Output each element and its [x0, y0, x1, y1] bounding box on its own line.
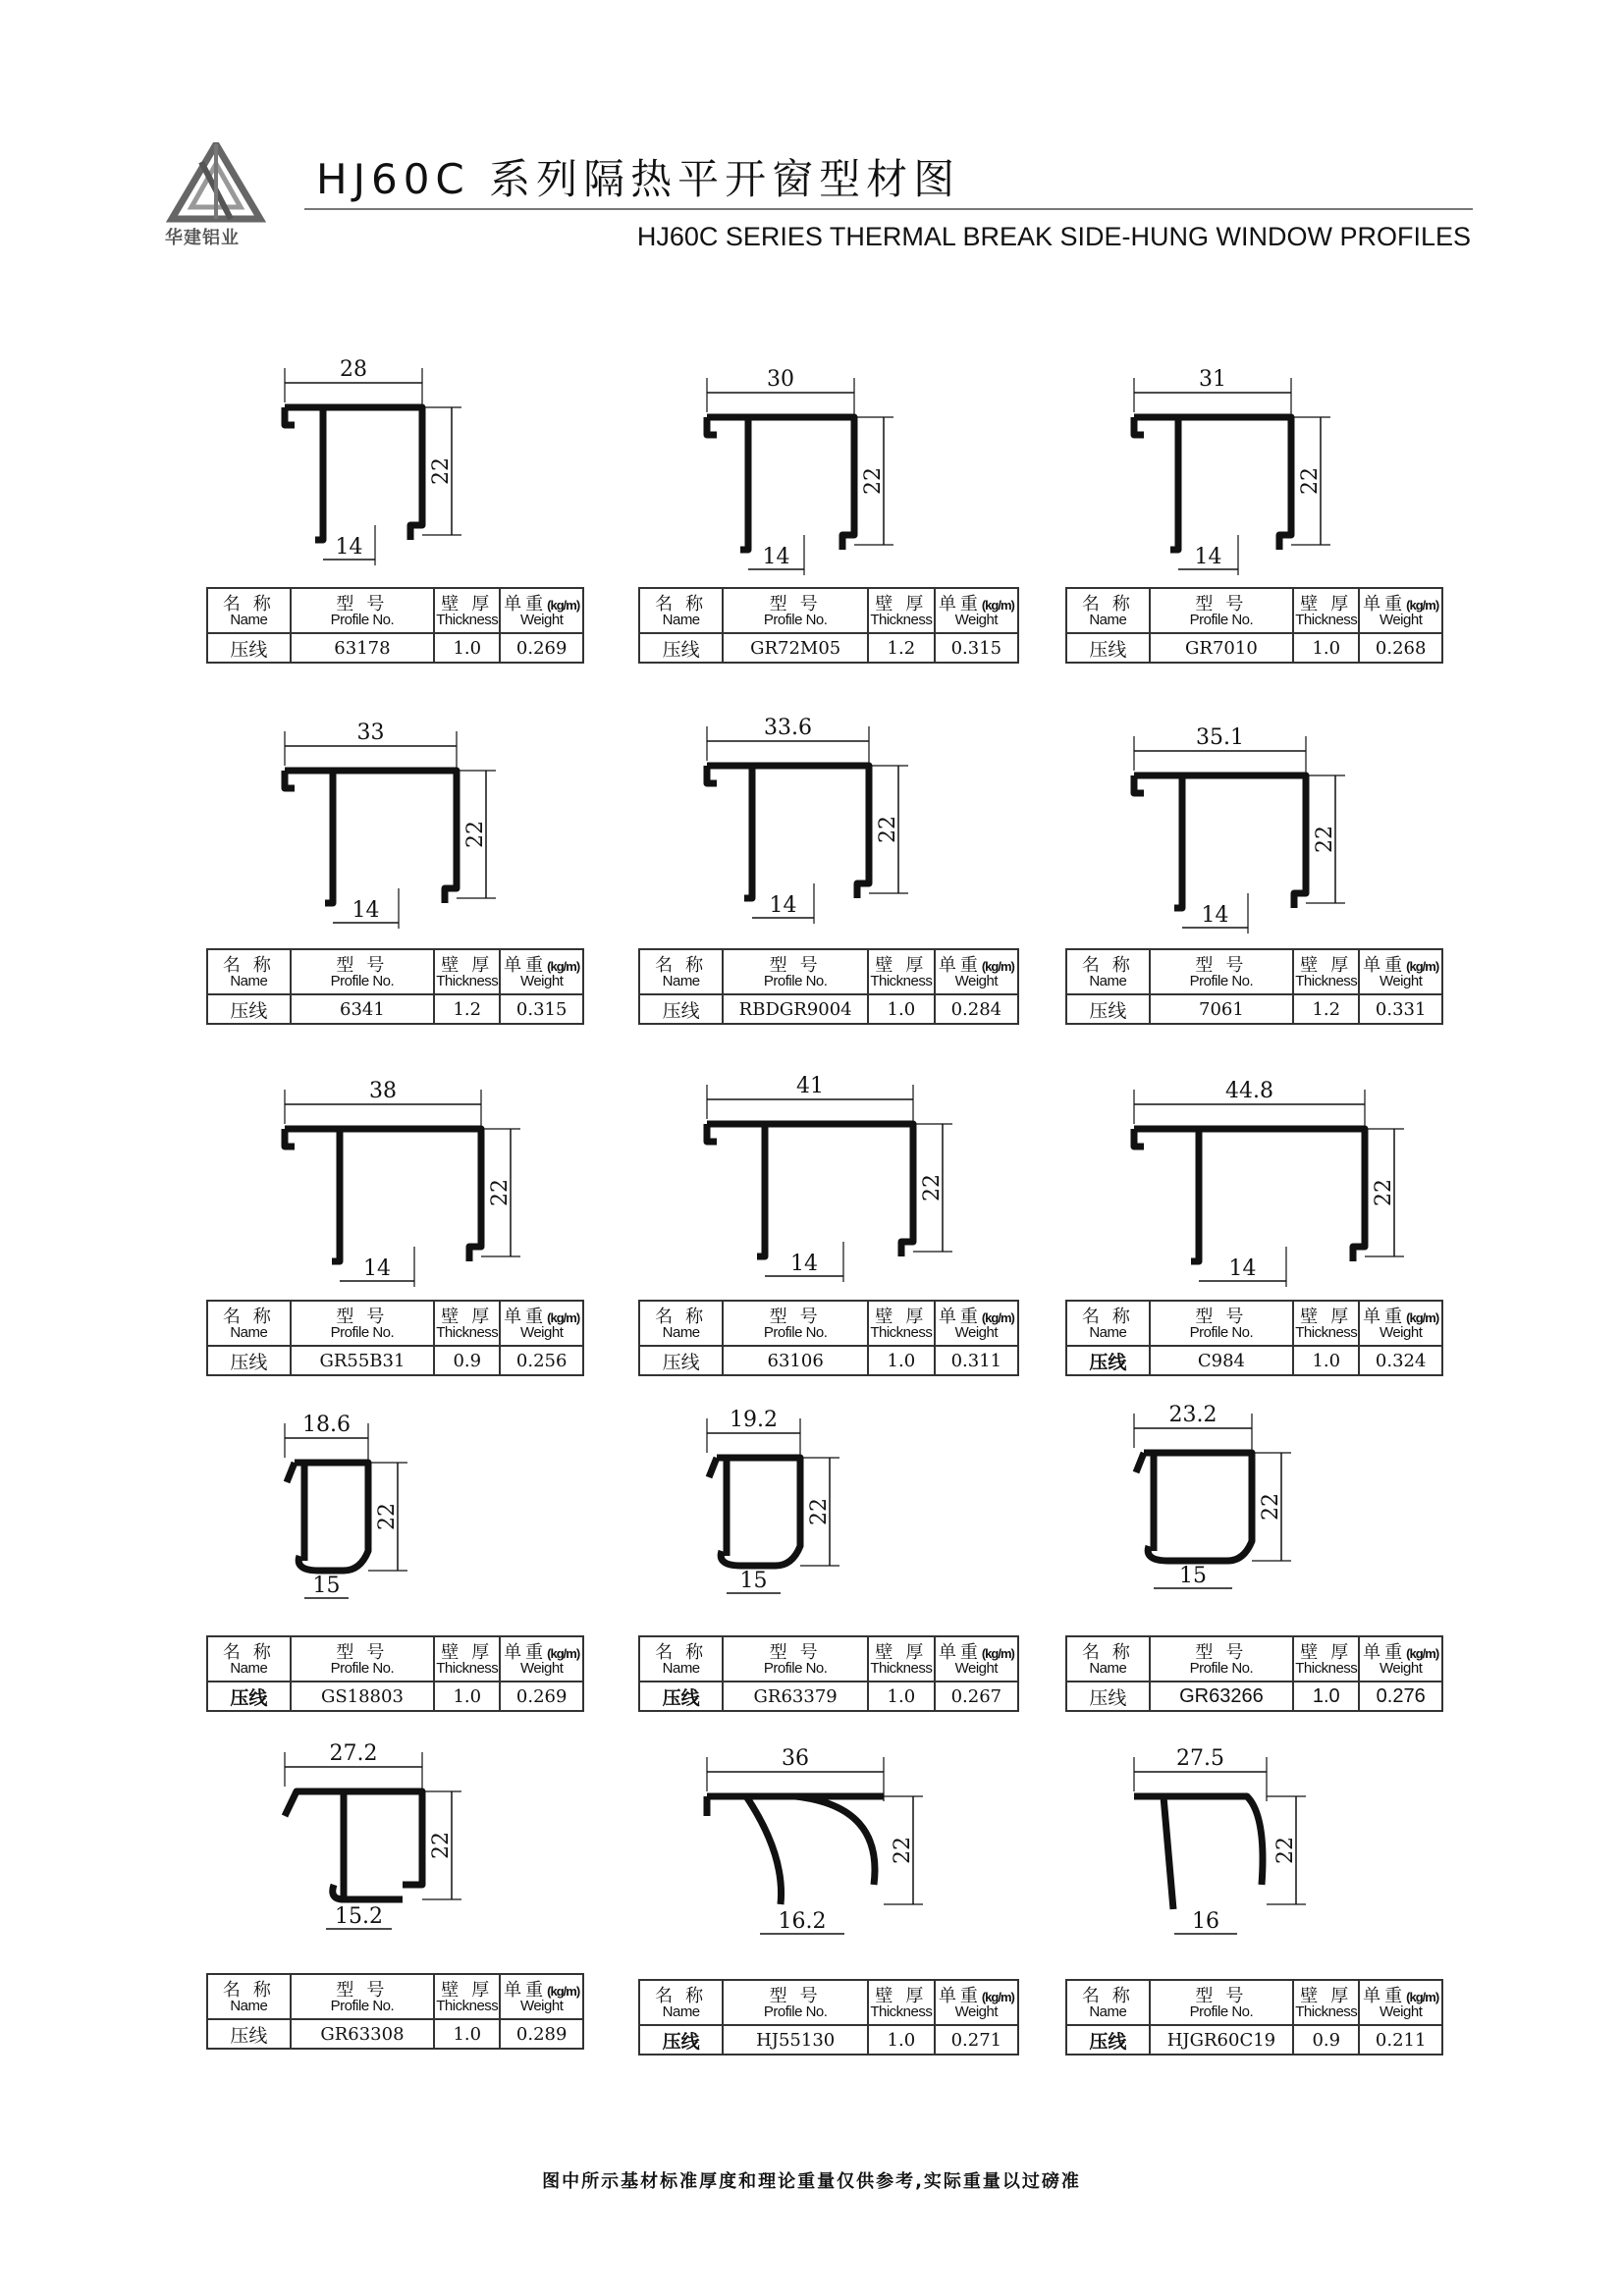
unit-weight: 0.211 — [1359, 2025, 1442, 2055]
wall-thickness: 1.0 — [1293, 1682, 1359, 1711]
header-divider — [304, 208, 1473, 210]
wall-thickness: 1.2 — [434, 994, 500, 1024]
thickness-header: 壁 厚 Thickness — [434, 1301, 500, 1346]
profile-section-diagram — [206, 1409, 599, 1674]
name-header: 名 称 Name — [207, 949, 291, 994]
unit-weight: 0.324 — [1359, 1346, 1442, 1375]
svg-text:27.2: 27.2 — [329, 1741, 378, 1766]
svg-text:36: 36 — [782, 1746, 809, 1771]
spec-table — [1065, 1635, 1443, 1712]
profile-number: 63106 — [723, 1346, 868, 1375]
svg-text:22: 22 — [891, 1837, 915, 1864]
profile-section-diagram — [206, 1737, 599, 2002]
profile-name: 压线 — [1066, 1346, 1150, 1375]
profile-name: 压线 — [1066, 633, 1150, 663]
unit-weight: 0.284 — [935, 994, 1018, 1024]
svg-text:22: 22 — [1313, 826, 1337, 853]
profile-name: 压线 — [207, 633, 291, 663]
profile-number: GR55B31 — [291, 1346, 435, 1375]
svg-text:22: 22 — [375, 1503, 400, 1530]
svg-text:14: 14 — [1228, 1256, 1257, 1281]
unit-weight: 0.268 — [1359, 633, 1442, 663]
spec-table — [638, 948, 1019, 1025]
profile-section-diagram — [1055, 1399, 1448, 1664]
profile-name: 压线 — [639, 994, 723, 1024]
profile-name: 压线 — [1066, 2025, 1150, 2055]
svg-text:31: 31 — [1199, 367, 1226, 392]
weight-header: 单重(kg/m) Weight — [500, 1636, 583, 1682]
svg-text:22: 22 — [429, 457, 454, 485]
profile-name: 压线 — [639, 1682, 723, 1711]
thickness-header: 壁 厚 Thickness — [434, 588, 500, 633]
name-header: 名 称 Name — [639, 588, 723, 633]
unit-weight: 0.331 — [1359, 994, 1442, 1024]
profile-name: 压线 — [639, 633, 723, 663]
thickness-header: 壁 厚 Thickness — [868, 1980, 935, 2025]
profile-number: 63178 — [291, 633, 435, 663]
weight-header: 单重(kg/m) Weight — [500, 1301, 583, 1346]
svg-text:22: 22 — [1273, 1837, 1298, 1864]
name-header: 名 称 Name — [207, 1636, 291, 1682]
spec-table — [206, 1973, 584, 2050]
spec-table — [206, 587, 584, 664]
svg-text:22: 22 — [876, 816, 900, 843]
thickness-header: 壁 厚 Thickness — [868, 1301, 935, 1346]
spec-table — [206, 1635, 584, 1712]
name-header: 名 称 Name — [207, 1974, 291, 2019]
profile-section-diagram — [628, 712, 1021, 977]
svg-text:30: 30 — [767, 367, 794, 392]
spec-table — [638, 1979, 1019, 2056]
wall-thickness: 1.0 — [868, 994, 935, 1024]
weight-header: 单重(kg/m) Weight — [935, 949, 1018, 994]
profile-name: 压线 — [639, 1346, 723, 1375]
unit-weight: 0.271 — [935, 2025, 1018, 2055]
unit-weight: 0.269 — [500, 1682, 583, 1711]
weight-header: 单重(kg/m) Weight — [935, 1636, 1018, 1682]
profile-no-header: 型 号 Profile No. — [723, 588, 868, 633]
profile-section-diagram — [206, 717, 599, 982]
spec-table — [1065, 1300, 1443, 1376]
weight-header: 单重(kg/m) Weight — [500, 1974, 583, 2019]
profile-section-diagram — [628, 1742, 1021, 2007]
svg-text:33: 33 — [356, 721, 385, 745]
profile-no-header: 型 号 Profile No. — [291, 1974, 435, 2019]
svg-text:15: 15 — [1179, 1564, 1207, 1588]
weight-header: 单重(kg/m) Weight — [1359, 1980, 1442, 2025]
wall-thickness: 1.0 — [1293, 1346, 1359, 1375]
thickness-header: 壁 厚 Thickness — [1293, 1301, 1359, 1346]
spec-table — [1065, 587, 1443, 664]
wall-thickness: 0.9 — [434, 1346, 500, 1375]
svg-text:22: 22 — [463, 821, 488, 848]
svg-text:38: 38 — [369, 1079, 397, 1103]
name-header: 名 称 Name — [639, 1301, 723, 1346]
profile-number: GR63308 — [291, 2019, 435, 2049]
svg-text:44.8: 44.8 — [1225, 1079, 1273, 1103]
spec-table — [206, 1300, 584, 1376]
svg-text:22: 22 — [488, 1179, 513, 1206]
profile-no-header: 型 号 Profile No. — [291, 1301, 435, 1346]
thickness-header: 壁 厚 Thickness — [1293, 949, 1359, 994]
unit-weight: 0.269 — [500, 633, 583, 663]
thickness-header: 壁 厚 Thickness — [1293, 588, 1359, 633]
svg-text:14: 14 — [769, 893, 797, 918]
profile-name: 压线 — [207, 1346, 291, 1375]
spec-table — [206, 948, 584, 1025]
svg-text:22: 22 — [1372, 1179, 1396, 1206]
wall-thickness: 1.0 — [434, 1682, 500, 1711]
name-header: 名 称 Name — [639, 1636, 723, 1682]
profile-number: HJ55130 — [723, 2025, 868, 2055]
thickness-header: 壁 厚 Thickness — [868, 588, 935, 633]
profile-number: GR72M05 — [723, 633, 868, 663]
svg-text:15: 15 — [739, 1569, 768, 1593]
weight-header: 单重(kg/m) Weight — [1359, 949, 1442, 994]
weight-header: 单重(kg/m) Weight — [935, 588, 1018, 633]
thickness-header: 壁 厚 Thickness — [1293, 1636, 1359, 1682]
svg-text:14: 14 — [762, 545, 790, 569]
unit-weight: 0.256 — [500, 1346, 583, 1375]
weight-header: 单重(kg/m) Weight — [1359, 1301, 1442, 1346]
unit-weight: 0.315 — [935, 633, 1018, 663]
spec-table — [1065, 1979, 1443, 2056]
svg-text:15: 15 — [312, 1574, 341, 1598]
spec-table — [1065, 948, 1443, 1025]
profile-section-diagram — [206, 353, 599, 618]
profile-section-diagram — [1055, 1742, 1448, 2007]
unit-weight: 0.276 — [1359, 1682, 1442, 1711]
svg-text:41: 41 — [796, 1074, 824, 1098]
profile-no-header: 型 号 Profile No. — [291, 588, 435, 633]
svg-text:22: 22 — [429, 1832, 454, 1859]
weight-header: 单重(kg/m) Weight — [500, 588, 583, 633]
wall-thickness: 1.2 — [1293, 994, 1359, 1024]
thickness-header: 壁 厚 Thickness — [434, 1974, 500, 2019]
spec-table — [638, 587, 1019, 664]
unit-weight: 0.311 — [935, 1346, 1018, 1375]
thickness-header: 壁 厚 Thickness — [1293, 1980, 1359, 2025]
svg-text:14: 14 — [363, 1256, 391, 1281]
thickness-header: 壁 厚 Thickness — [868, 1636, 935, 1682]
profile-name: 压线 — [207, 1682, 291, 1711]
profile-number: GR63379 — [723, 1682, 868, 1711]
page-title: HJ60C 系列隔热平开窗型材图 — [316, 155, 961, 203]
profile-no-header: 型 号 Profile No. — [291, 1636, 435, 1682]
profile-number: 6341 — [291, 994, 435, 1024]
svg-text:15.2: 15.2 — [335, 1904, 383, 1929]
profile-number: RBDGR9004 — [723, 994, 868, 1024]
svg-text:14: 14 — [335, 535, 363, 560]
weight-header: 单重(kg/m) Weight — [1359, 588, 1442, 633]
svg-text:35.1: 35.1 — [1196, 725, 1244, 750]
svg-text:22: 22 — [861, 467, 886, 495]
profile-name: 压线 — [1066, 994, 1150, 1024]
svg-text:14: 14 — [1194, 545, 1222, 569]
svg-text:22: 22 — [920, 1174, 945, 1201]
unit-weight: 0.289 — [500, 2019, 583, 2049]
logo-text: 华建铝业 — [165, 228, 240, 248]
svg-text:14: 14 — [352, 898, 380, 923]
svg-text:18.6: 18.6 — [302, 1413, 351, 1437]
name-header: 名 称 Name — [1066, 1980, 1150, 2025]
profile-number: HJGR60C19 — [1150, 2025, 1294, 2055]
profile-no-header: 型 号 Profile No. — [1150, 949, 1294, 994]
name-header: 名 称 Name — [1066, 949, 1150, 994]
weight-header: 单重(kg/m) Weight — [500, 949, 583, 994]
profile-no-header: 型 号 Profile No. — [723, 1301, 868, 1346]
profile-no-header: 型 号 Profile No. — [723, 1980, 868, 2025]
thickness-header: 壁 厚 Thickness — [434, 949, 500, 994]
profile-section-diagram — [628, 1070, 1021, 1335]
unit-weight: 0.267 — [935, 1682, 1018, 1711]
profile-name: 压线 — [639, 2025, 723, 2055]
name-header: 名 称 Name — [639, 949, 723, 994]
svg-text:22: 22 — [807, 1498, 832, 1525]
weight-header: 单重(kg/m) Weight — [935, 1980, 1018, 2025]
name-header: 名 称 Name — [639, 1980, 723, 2025]
svg-text:14: 14 — [790, 1252, 818, 1276]
weight-header: 单重(kg/m) Weight — [935, 1301, 1018, 1346]
spec-table — [638, 1635, 1019, 1712]
name-header: 名 称 Name — [207, 1301, 291, 1346]
name-header: 名 称 Name — [1066, 1301, 1150, 1346]
profile-section-diagram — [628, 1404, 1021, 1669]
unit-weight: 0.315 — [500, 994, 583, 1024]
profile-no-header: 型 号 Profile No. — [1150, 1301, 1294, 1346]
spec-table — [638, 1300, 1019, 1376]
page-subtitle: HJ60C SERIES THERMAL BREAK SIDE-HUNG WINDOW PROFILES — [636, 222, 1471, 251]
profile-no-header: 型 号 Profile No. — [1150, 1636, 1294, 1682]
wall-thickness: 1.0 — [434, 633, 500, 663]
weight-header: 单重(kg/m) Weight — [1359, 1636, 1442, 1682]
wall-thickness: 1.2 — [868, 633, 935, 663]
wall-thickness: 1.0 — [868, 2025, 935, 2055]
footnote: 图中所示基材标准厚度和理论重量仅供参考,实际重量以过磅准 — [542, 2171, 1081, 2192]
svg-text:14: 14 — [1201, 903, 1229, 928]
profile-name: 压线 — [207, 994, 291, 1024]
svg-text:22: 22 — [1298, 467, 1323, 495]
wall-thickness: 1.0 — [868, 1682, 935, 1711]
profile-number: GR7010 — [1150, 633, 1294, 663]
profile-number: GS18803 — [291, 1682, 435, 1711]
svg-text:16: 16 — [1192, 1909, 1219, 1934]
profile-number: C984 — [1150, 1346, 1294, 1375]
name-header: 名 称 Name — [207, 588, 291, 633]
wall-thickness: 1.0 — [868, 1346, 935, 1375]
name-header: 名 称 Name — [1066, 1636, 1150, 1682]
svg-text:19.2: 19.2 — [730, 1408, 778, 1432]
svg-text:22: 22 — [1259, 1493, 1283, 1521]
profile-section-diagram — [1055, 721, 1448, 987]
profile-number: 7061 — [1150, 994, 1294, 1024]
profile-no-header: 型 号 Profile No. — [1150, 588, 1294, 633]
svg-text:28: 28 — [340, 357, 367, 382]
profile-no-header: 型 号 Profile No. — [723, 1636, 868, 1682]
svg-text:27.5: 27.5 — [1176, 1746, 1224, 1771]
svg-text:33.6: 33.6 — [764, 716, 812, 740]
svg-text:16.2: 16.2 — [778, 1909, 827, 1934]
name-header: 名 称 Name — [1066, 588, 1150, 633]
profile-no-header: 型 号 Profile No. — [291, 949, 435, 994]
thickness-header: 壁 厚 Thickness — [434, 1636, 500, 1682]
profile-no-header: 型 号 Profile No. — [1150, 1980, 1294, 2025]
wall-thickness: 1.0 — [434, 2019, 500, 2049]
profile-name: 压线 — [207, 2019, 291, 2049]
profile-name: 压线 — [1066, 1682, 1150, 1711]
profile-no-header: 型 号 Profile No. — [723, 949, 868, 994]
wall-thickness: 0.9 — [1293, 2025, 1359, 2055]
wall-thickness: 1.0 — [1293, 633, 1359, 663]
profile-number: GR63266 — [1150, 1682, 1294, 1711]
svg-text:23.2: 23.2 — [1168, 1403, 1217, 1427]
thickness-header: 壁 厚 Thickness — [868, 949, 935, 994]
